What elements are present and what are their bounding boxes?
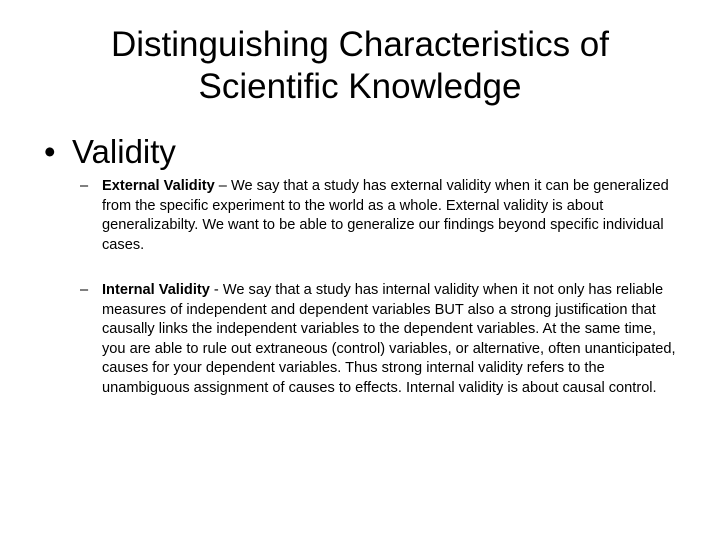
title-line-2: Scientific Knowledge [198, 67, 522, 106]
dash-marker: – [80, 282, 89, 298]
subpoint-external-validity [80, 177, 680, 255]
dash-marker: – [80, 178, 89, 194]
bullet-text: Validity [72, 133, 176, 170]
subpoint-text: - We say that a study has internal validity when it not only has reliable measures of independent and dependent variables BUT also a strong justification that causally links the independent variables to the dependent variables. At the same time, you are able to rule out extraneous (control) variables, or alternative, often unanticipated, causes for your dependent variables. Thus strong internal validity refers to the unambiguous assignment of causes to effects. Internal validity is about causal control. [102, 282, 676, 396]
bullet-validity [44, 132, 684, 172]
title-line-1: Distinguishing Characteristics of [111, 25, 609, 64]
subpoint-term: External Validity [102, 178, 215, 194]
subpoint-body [80, 177, 680, 255]
subpoint-body [80, 281, 680, 398]
bullet-marker: • [44, 133, 56, 170]
subpoint-term: Internal Validity [102, 282, 210, 298]
slide-title [60, 24, 660, 108]
subpoint-text: – We say that a study has external validity when it can be generalized from the specific experiment to the world as a whole. External validity is about generalizabilty. We want to be able to generalize our findings beyond specific individual cases. [102, 178, 669, 253]
subpoint-internal-validity [80, 281, 680, 398]
